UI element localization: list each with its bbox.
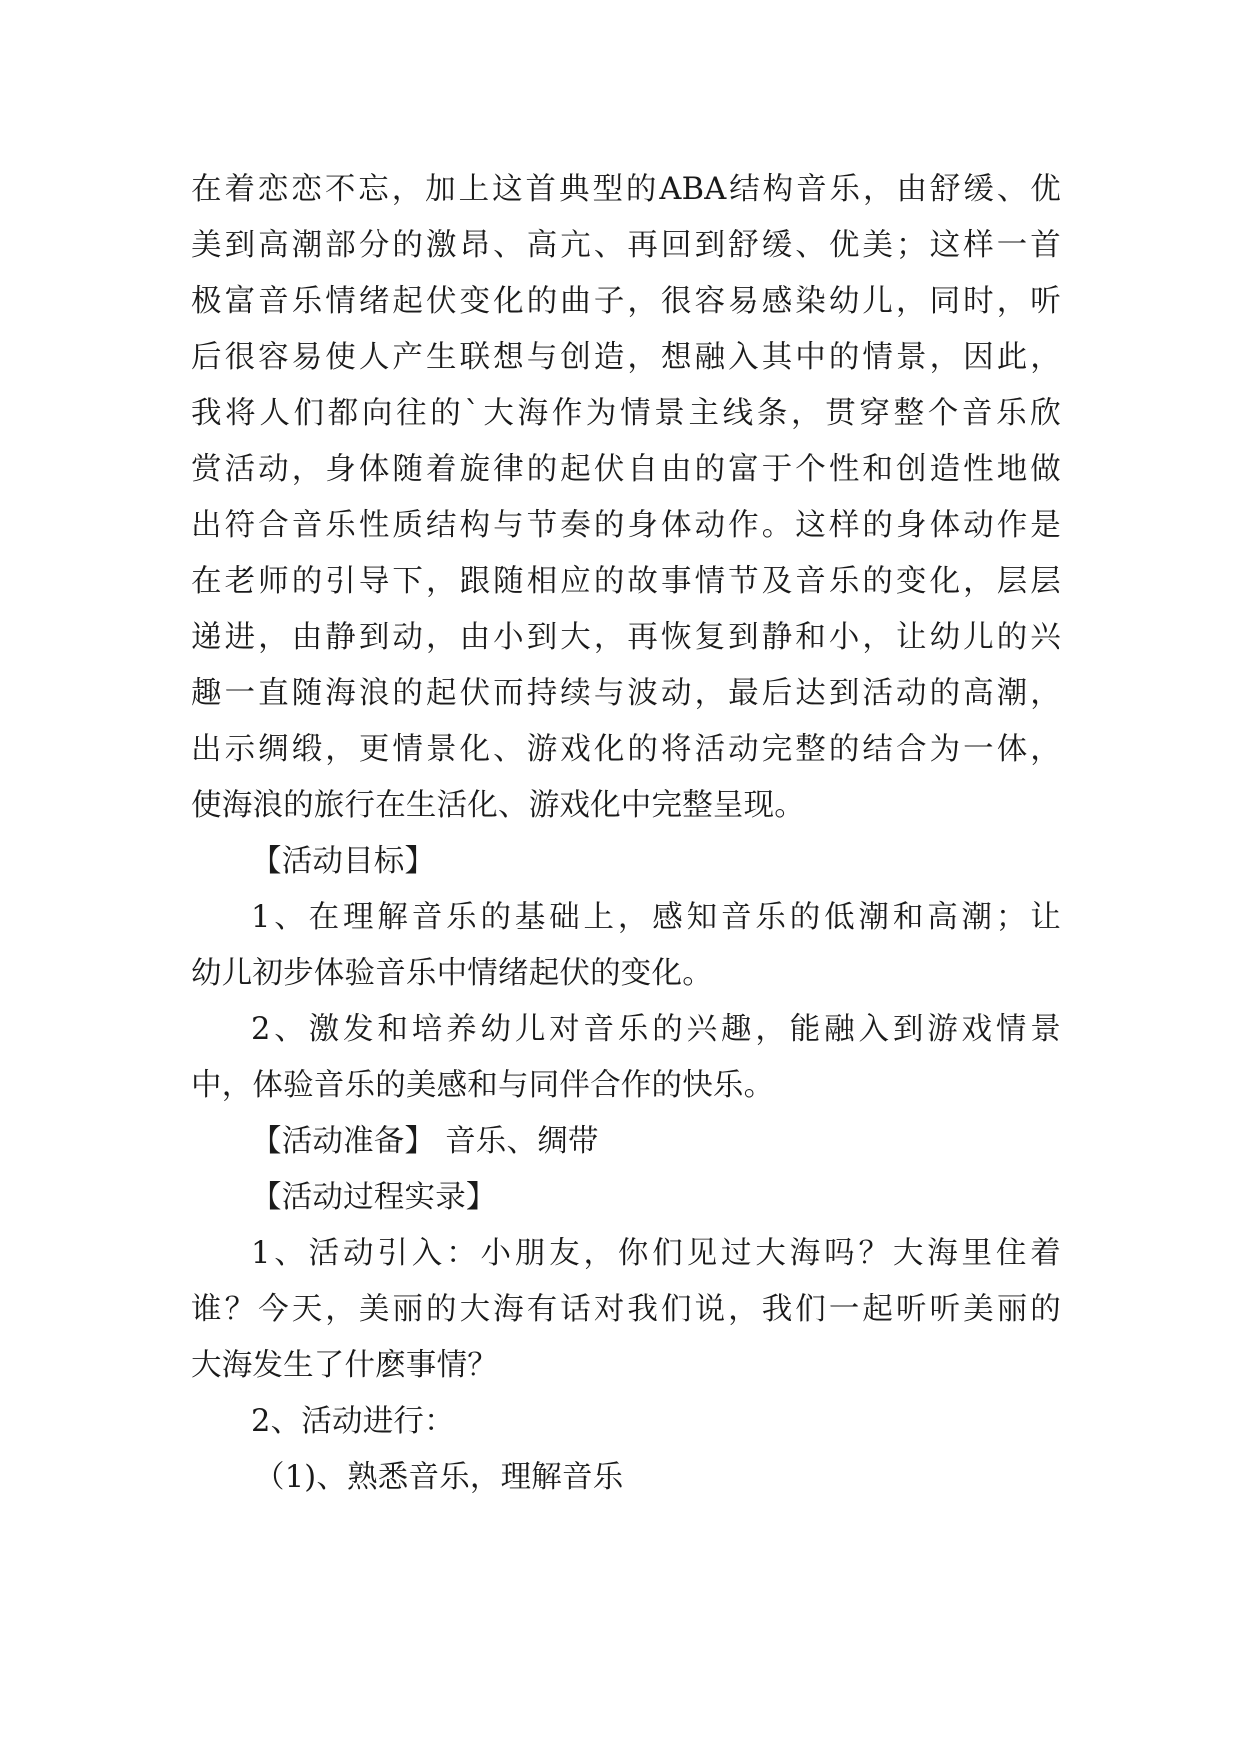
paragraph-line: 极富音乐情绪起伏变化的曲子，很容易感染幼儿，同时，听 xyxy=(191,284,1061,319)
paragraph-line: 递进，由静到动，由小到大，再恢复到静和小，让幼儿的兴 xyxy=(191,620,1061,655)
list-item-line: 1、活动引入：小朋友，你们见过大海吗？大海里住着 xyxy=(251,1236,1061,1271)
list-item-line: 2、活动进行： xyxy=(251,1404,455,1439)
paragraph-line: 美到高潮部分的激昂、高亢、再回到舒缓、优美；这样一首 xyxy=(191,228,1061,263)
section-heading-goals: 【活动目标】 xyxy=(251,844,436,879)
list-item-line: 1、在理解音乐的基础上，感知音乐的低潮和高潮；让 xyxy=(251,900,1061,935)
paragraph-line: 出示绸缎，更情景化、游戏化的将活动完整的结合为一体， xyxy=(191,732,1061,767)
list-item-line: 大海发生了什麽事情？ xyxy=(191,1348,498,1383)
list-item-line: 2、激发和培养幼儿对音乐的兴趣，能融入到游戏情景 xyxy=(251,1012,1061,1047)
list-item-line: 幼儿初步体验音乐中情绪起伏的变化。 xyxy=(191,956,713,991)
sub-item-line: （1)、熟悉音乐，理解音乐 xyxy=(254,1460,624,1495)
list-item-line: 谁？今天，美丽的大海有话对我们说，我们一起听听美丽的 xyxy=(191,1292,1061,1327)
list-item-line: 中，体验音乐的美感和与同伴合作的快乐。 xyxy=(191,1068,775,1103)
paragraph-line: 赏活动，身体随着旋律的起伏自由的富于个性和创造性地做 xyxy=(191,452,1061,487)
paragraph-line: 在老师的引导下，跟随相应的故事情节及音乐的变化，层层 xyxy=(191,564,1061,599)
paragraph-line: 出符合音乐性质结构与节奏的身体动作。这样的身体动作是 xyxy=(191,508,1061,543)
section-heading-preparation: 【活动准备】 音乐、绸带 xyxy=(251,1124,599,1159)
paragraph-line: 我将人们都向往的`大海作为情景主线条，贯穿整个音乐欣 xyxy=(191,396,1061,431)
paragraph-line: 趣一直随海浪的起伏而持续与波动，最后达到活动的高潮， xyxy=(191,676,1061,711)
paragraph-line: 后很容易使人产生联想与创造，想融入其中的情景，因此， xyxy=(191,340,1061,375)
paragraph-line: 使海浪的旅行在生活化、游戏化中完整呈现。 xyxy=(191,788,805,823)
section-heading-process: 【活动过程实录】 xyxy=(251,1180,497,1215)
paragraph-line: 在着恋恋不忘，加上这首典型的ABA结构音乐，由舒缓、优 xyxy=(191,172,1061,207)
